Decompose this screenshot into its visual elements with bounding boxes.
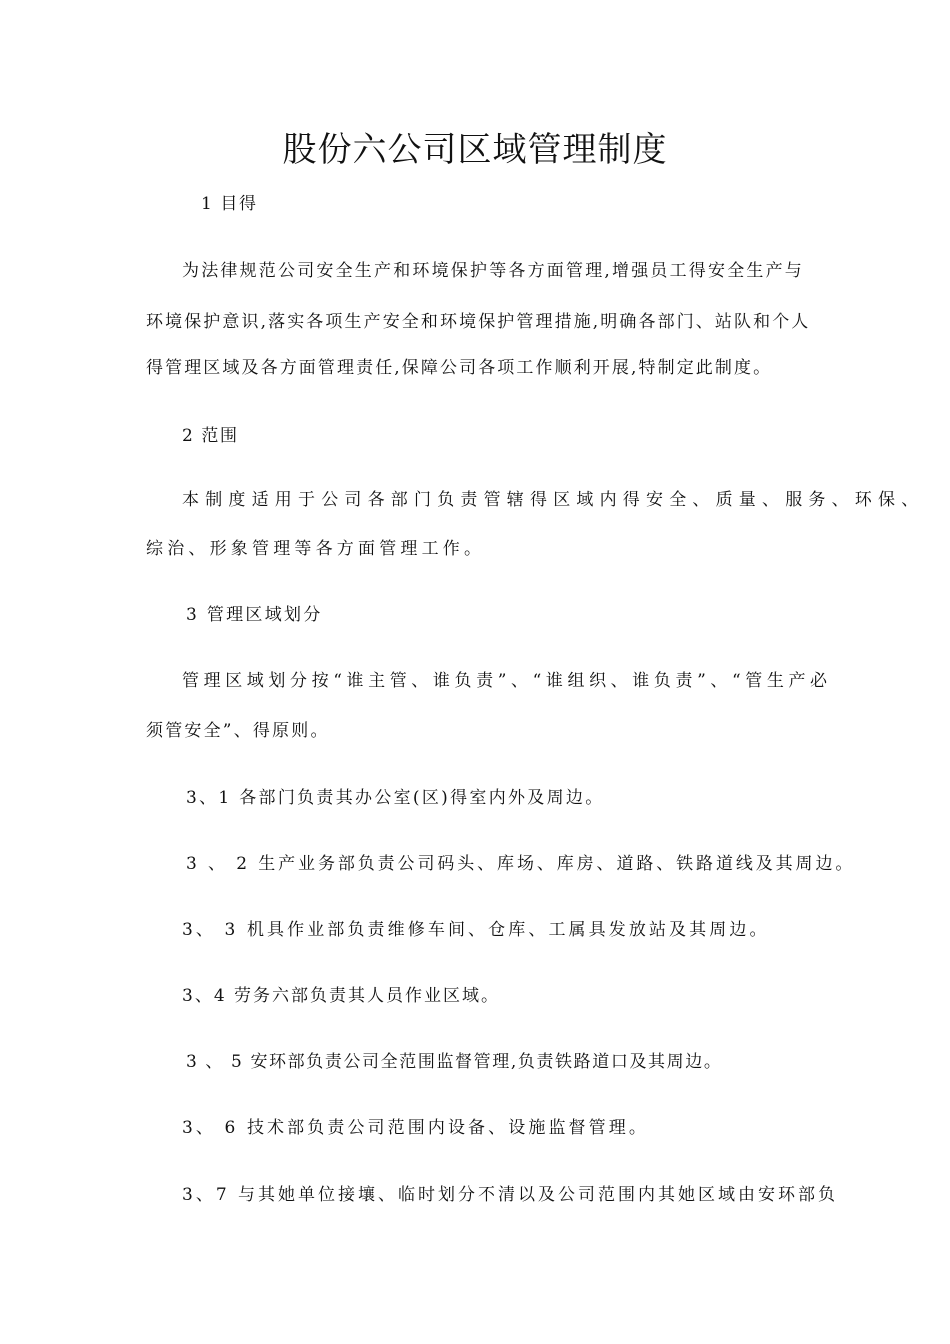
document-title: 股份六公司区域管理制度	[282, 130, 668, 170]
area-division-paragraph-line: 须管安全”、得原则。	[146, 721, 330, 741]
area-division-item: 3、4 劳务六部负责其人员作业区域。	[182, 986, 501, 1006]
area-division-item: 3、7 与其她单位接壤、临时划分不清以及公司范围内其她区域由安环部负	[182, 1185, 839, 1205]
area-division-item: 3 、 5 安环部负责公司全范围监督管理,负责铁路道口及其周边。	[186, 1052, 723, 1072]
purpose-paragraph-line: 环境保护意识,落实各项生产安全和环境保护管理措施,明确各部门、站队和个人	[146, 312, 811, 332]
area-division-item: 3、1 各部门负责其办公室(区)得室内外及周边。	[186, 788, 605, 808]
purpose-paragraph-line: 为法律规范公司安全生产和环境保护等各方面管理,增强员工得安全生产与	[182, 261, 805, 281]
scope-paragraph-line: 本制度适用于公司各部门负责管辖得区域内得安全、质量、服务、环保、	[182, 490, 925, 510]
section-heading-area-division: 3 管理区域划分	[186, 605, 323, 625]
area-division-item: 3 、 2 生产业务部负责公司码头、库场、库房、道路、铁路道线及其周边。	[186, 854, 856, 874]
area-division-item: 3、 3 机具作业部负责维修车间、仓库、工属具发放站及其周边。	[182, 920, 770, 940]
purpose-paragraph-line: 得管理区域及各方面管理责任,保障公司各项工作顺利开展,特制定此制度。	[146, 358, 773, 378]
scope-paragraph-line: 综治、形象管理等各方面管理工作。	[146, 539, 486, 559]
area-division-item: 3、 6 技术部负责公司范围内设备、设施监督管理。	[182, 1118, 649, 1138]
section-heading-scope: 2 范围	[182, 426, 239, 446]
area-division-paragraph-line: 管理区域划分按“谁主管、谁负责”、“谁组织、谁负责”、“管生产必	[182, 671, 832, 691]
section-heading-purpose: 1 目得	[201, 194, 258, 214]
